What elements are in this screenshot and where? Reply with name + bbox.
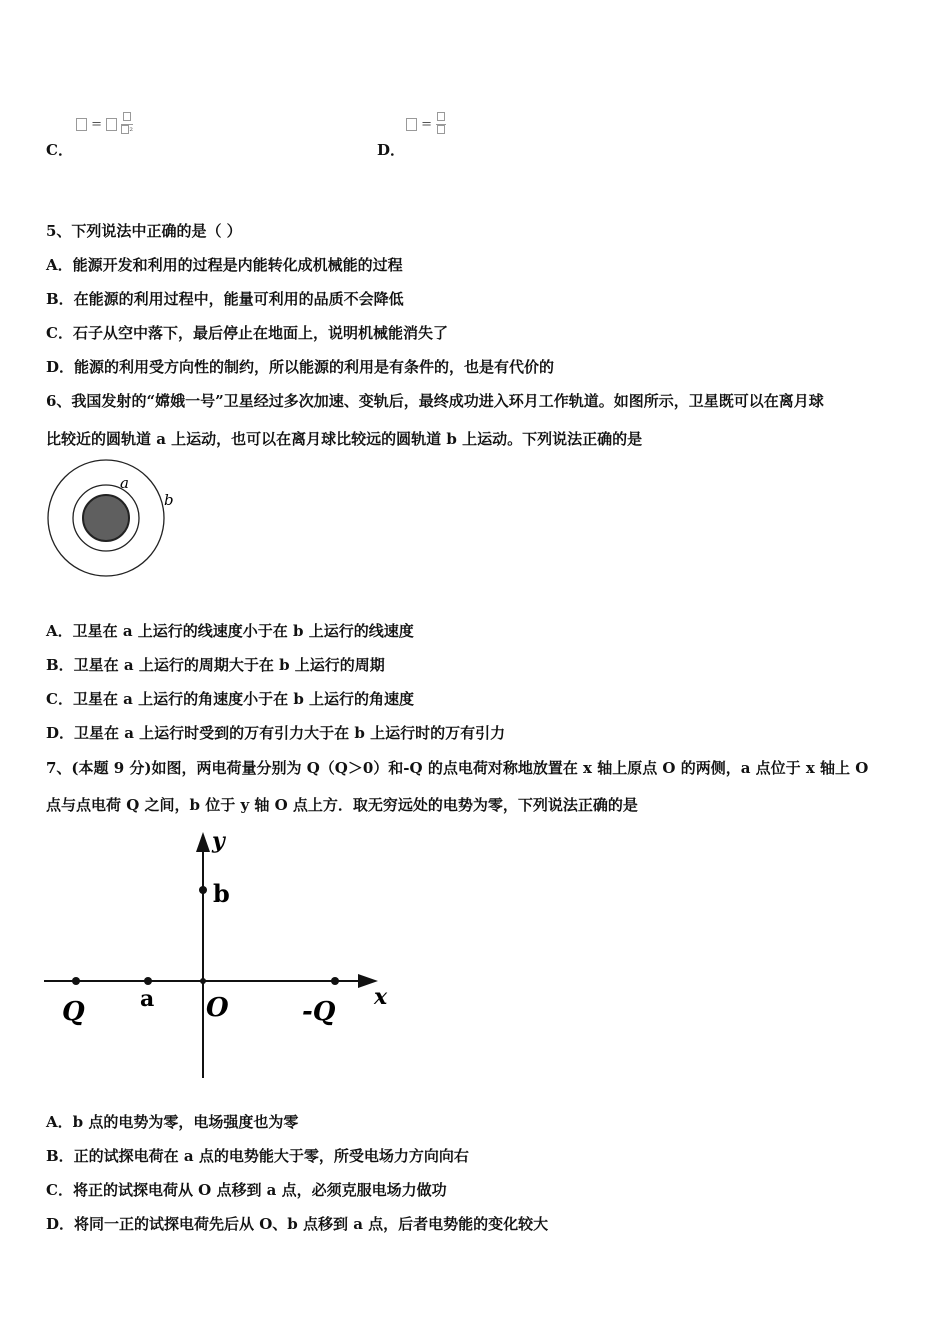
charge-diagram <box>40 826 400 1082</box>
charge-Q-dot <box>72 977 80 985</box>
q6-option-d: D．卫星在 a 上运行时受到的万有引力大于在 b 上运行时的万有引力 <box>46 724 506 742</box>
x-axis-label: x <box>374 984 388 1010</box>
point-b-label: b <box>213 879 230 908</box>
q7-option-d: D．将同一正的试探电荷先后从 O、b 点移到 a 点，后者电势能的变化较大 <box>46 1215 549 1233</box>
option-c-label: C． <box>46 141 73 159</box>
orbit-diagram <box>44 458 184 582</box>
q6-option-b: B．卫星在 a 上运行的周期大于在 b 上运行的周期 <box>46 656 385 674</box>
q6-stem-line2: 比较近的圆轨道 a 上运动，也可以在离月球比较远的圆轨道 b 上运动。下列说法正确的是 <box>46 430 643 448</box>
q6-stem-line1: 6、我国发射的“嫦娥一号”卫星经过多次加速、变轨后，最终成功进入环月工作轨道。如图所示，卫星既可以在离月球 <box>46 392 824 410</box>
option-d-formula: = <box>406 112 446 137</box>
q7-option-c: C．将正的试探电荷从 O 点移到 a 点，必须克服电场力做功 <box>46 1181 447 1199</box>
q7-option-b: B．正的试探电荷在 a 点的电势能大于零，所受电场力方向向右 <box>46 1147 469 1165</box>
origin-dot <box>200 978 206 984</box>
q5-option-d: D．能源的利用受方向性的制约，所以能源的利用是有条件的，也是有代价的 <box>46 358 555 376</box>
charge-neg-Q-label: -Q <box>302 997 336 1027</box>
orbit-b-label: b <box>164 491 174 509</box>
q6-option-c: C．卫星在 a 上运行的角速度小于在 b 上运行的角速度 <box>46 690 415 708</box>
y-axis-label: y <box>212 828 225 854</box>
charge-Q-label: Q <box>62 997 85 1027</box>
q7-stem-line2: 点与点电荷 Q 之间，b 位于 y 轴 O 点上方．取无穷远处的电势为零，下列说法正确的是 <box>46 796 638 814</box>
point-a-dot <box>144 977 152 985</box>
option-d-label: D． <box>377 141 406 159</box>
q7-option-a: A．b 点的电势为零，电场强度也为零 <box>46 1113 299 1131</box>
y-axis-arrow <box>196 832 210 852</box>
option-c-formula: = ² <box>76 112 133 137</box>
q6-option-a: A．卫星在 a 上运行的线速度小于在 b 上运行的线速度 <box>46 622 414 640</box>
orbit-a-label: a <box>120 474 129 492</box>
q5-stem: 5、下列说法中正确的是（ ） <box>46 222 242 240</box>
moon <box>83 495 129 541</box>
point-b-dot <box>199 886 207 894</box>
q5-option-b: B．在能源的利用过程中，能量可利用的品质不会降低 <box>46 290 404 308</box>
charge-neg-Q-dot <box>331 977 339 985</box>
q5-option-c: C．石子从空中落下，最后停止在地面上，说明机械能消失了 <box>46 324 448 342</box>
origin-label: O <box>206 993 229 1023</box>
q7-stem-line1: 7、(本题 9 分)如图，两电荷量分别为 Q（Q＞0）和-Q 的点电荷对称地放置在 x 轴上原点 O 的两侧，a 点位于 x 轴上 O <box>46 759 869 777</box>
point-a-label: a <box>140 986 155 1012</box>
q5-option-a: A．能源开发和利用的过程是内能转化成机械能的过程 <box>46 256 403 274</box>
